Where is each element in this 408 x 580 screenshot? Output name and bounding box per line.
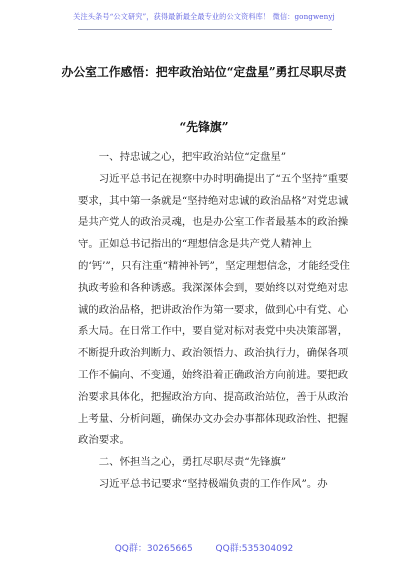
footer-contact — [0, 541, 408, 554]
header-divider — [78, 29, 332, 30]
section-heading-1: 一、持忠诚之心，把牢政治站位“定盘星” — [98, 151, 287, 163]
header-promo-text: 关注头条号“公文研究”，获得最新最全最专业的公文资料库！ 微信：gongwenyj — [73, 12, 335, 21]
section-heading-2: 二、怀担当之心，勇扛尽职尽责“先锋旗” — [98, 456, 287, 469]
footer-qq-group-2: QQ群:535304092 — [215, 544, 294, 554]
document-subtitle: “先锋旗” — [179, 120, 229, 134]
document-body — [78, 147, 354, 496]
body-paragraph-2: 习近平总书记要求“坚持极端负责的工作作风”。办 — [98, 477, 328, 490]
footer-qq-group-1: QQ群：30265665 — [114, 544, 193, 554]
body-paragraph-1: 习近平总书记在视察中办时明确提出了“五个坚持”重要要求，其中第一条就是“坚持绝对忠诚的政治品格”对党忠诚是共产党人的政治灵魂，也是办公室工作者最基本的政治操守。正如总书记指出的“理想信念是共产党人精神上的‘钙’”，只有注重“精神补钙”，坚定理想信念，才能经受住执政考验和各种诱惑。我深深体会到，要始终以对党绝对忠诚的政治品格，把讲政治作为第一要求，做到心中有党、心系大局。在日常工作中，要自觉对标对表党中央决策部署，不断提升政治判断力、政治领悟力、政治执行力，确保各项工作不偏向、不变通，始终沿着正确政治方向前进。要把政治要求具体化，把握政治方向、提高政治站位，善于从政治上考量、分析问题，确保办文办会办事都体现政治性、把握政治要求。 — [78, 172, 350, 447]
document-title: 办公室工作感悟：把牢政治站位“定盘星”勇扛尽职尽责 — [61, 65, 347, 79]
